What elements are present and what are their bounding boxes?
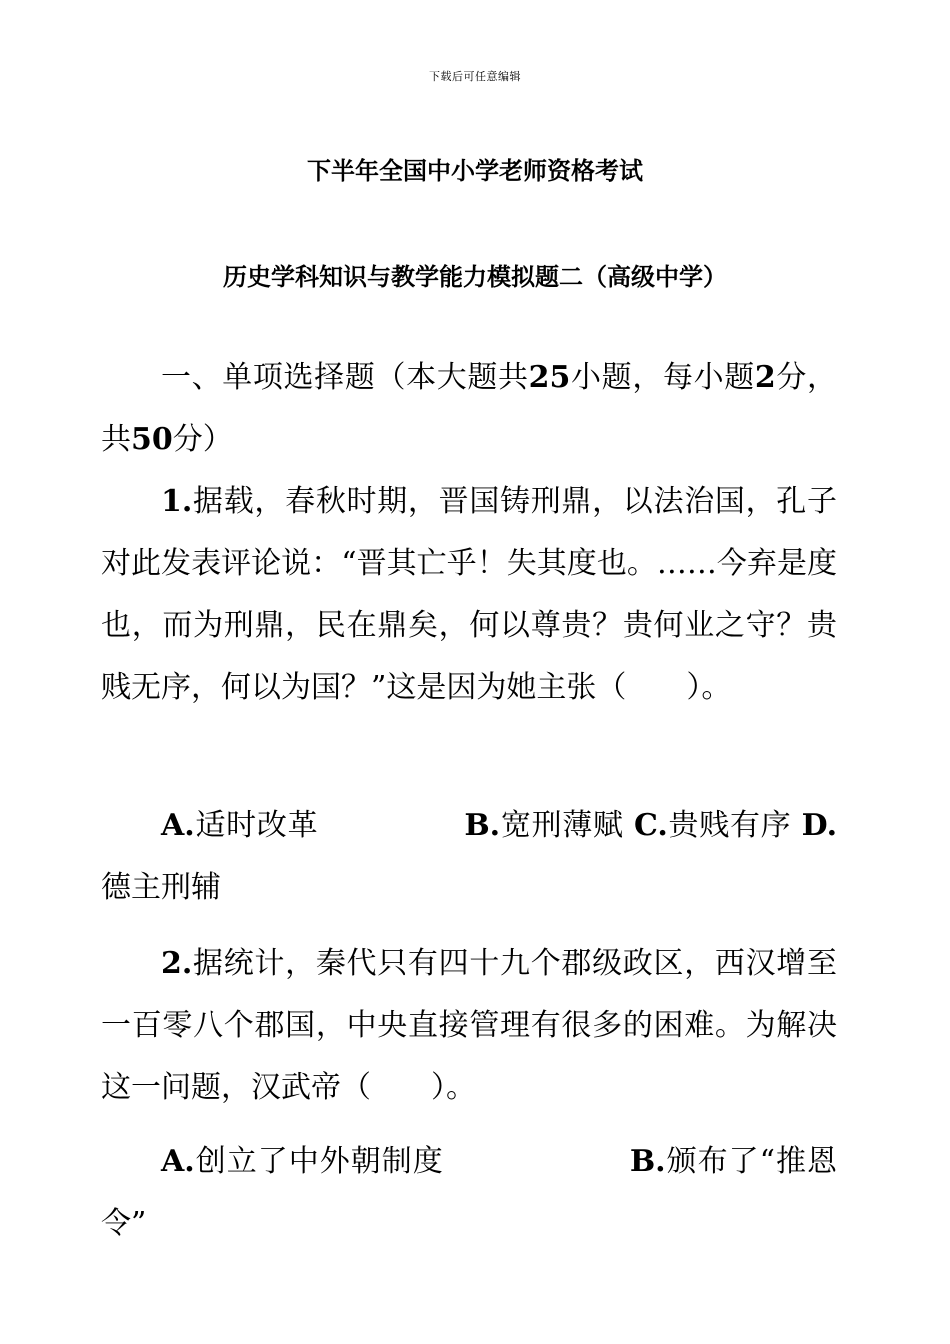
option-text: 宽刑薄赋 [500, 808, 624, 843]
option-letter: B. [464, 808, 501, 843]
section-heading-text [101, 347, 837, 471]
option-text: 创立了中外朝制度 [194, 1144, 444, 1179]
option-letter: B. [629, 1144, 666, 1179]
question-2-options [101, 1131, 837, 1255]
question-number: 2. [161, 946, 193, 981]
options-line [101, 795, 837, 919]
option-text: 颁布了“推恩令” [101, 1144, 838, 1241]
option-letter: C. [634, 808, 668, 843]
option-letter: A. [161, 1144, 195, 1179]
option-a [161, 1144, 444, 1179]
question-1 [101, 471, 837, 719]
section-heading [101, 347, 837, 471]
option-text: 德主刑辅 [101, 870, 221, 905]
heading-part: 一、单项选择题（本大题共 [161, 360, 529, 395]
option-a [161, 808, 318, 843]
option-letter: A. [161, 808, 195, 843]
question-2 [101, 933, 837, 1119]
option-text: 贵贱有序 [667, 808, 792, 843]
heading-part: 分） [172, 422, 233, 457]
question-2-stem [101, 933, 837, 1119]
heading-part: 小题，每小题 [570, 360, 755, 395]
question-number: 1. [161, 484, 193, 519]
option-b [464, 808, 623, 843]
exam-title: 下半年全国中小学老师资格考试 [307, 157, 643, 185]
question-stem: 据载，春秋时期，晋国铸刑鼎，以法治国，孔子对此发表评论说：“晋其亡乎！失其度也。……今弃是度也，而为刑鼎，民在鼎矣，何以尊贵？贵何业之守？贵贱无序，何以为国？”这是因为她主张（ ）。 [101, 484, 837, 705]
option-text: 适时改革 [194, 808, 319, 843]
option-letter: D. [801, 808, 838, 843]
exam-subtitle: 历史学科知识与教学能力模拟题二（高级中学） [223, 263, 727, 291]
header-note: 下载后可任意编辑 [429, 70, 521, 83]
total-points: 50 [131, 422, 173, 457]
question-count: 25 [528, 360, 571, 395]
question-1-stem [101, 471, 837, 719]
points-each: 2 [754, 360, 776, 395]
question-1-options [101, 795, 837, 919]
heading-part: 分，共 [101, 360, 838, 457]
options-line [101, 1131, 837, 1255]
question-stem: 据统计，秦代只有四十九个郡级政区，西汉增至一百零八个郡国，中央直接管理有很多的困难。为解决这一问题，汉武帝（ ）。 [101, 946, 837, 1105]
option-c [634, 808, 791, 843]
